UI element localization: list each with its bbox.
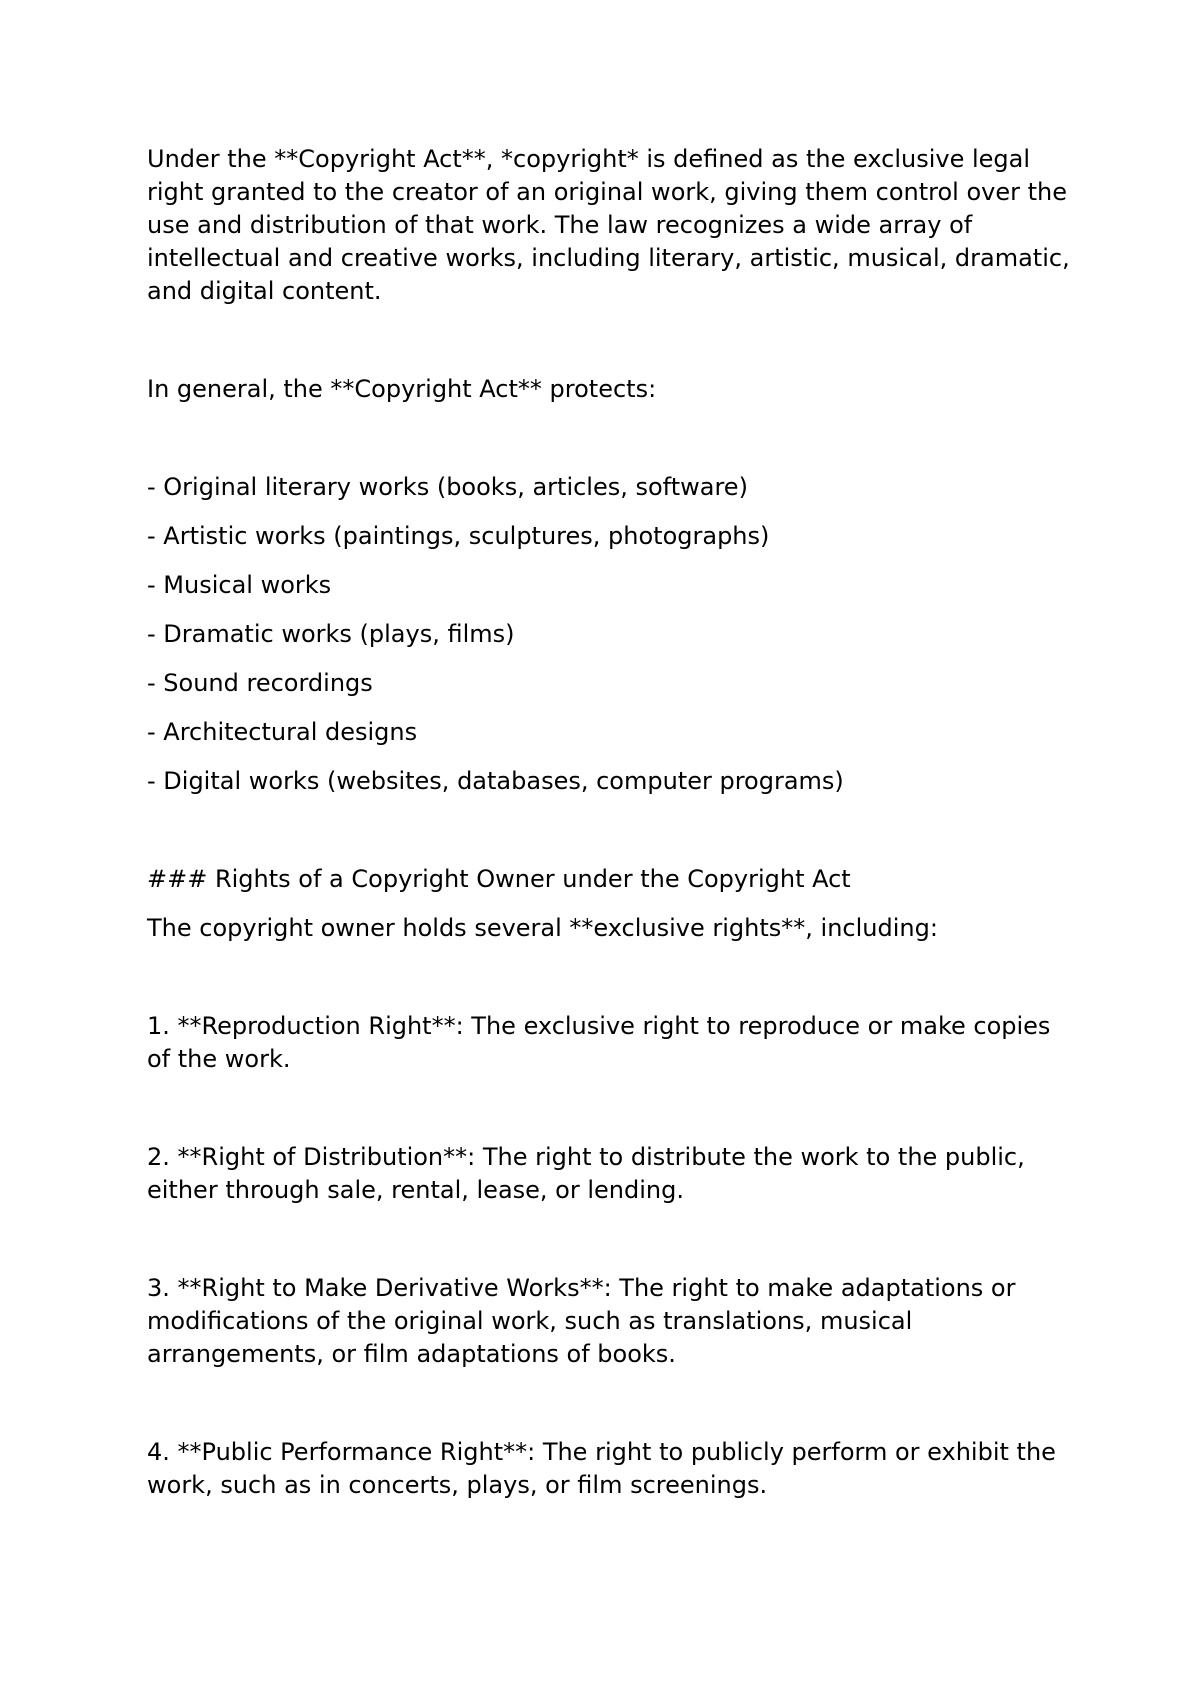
right-item-public-performance: 4. **Public Performance Right**: The right to publicly perform or exhibit the work, such as in concerts, plays, or film screenings. [147, 1438, 1056, 1499]
protected-work-item: - Artistic works (paintings, sculptures, photographs) [147, 522, 770, 550]
rights-intro: The copyright owner holds several **exclusive rights**, including: [147, 914, 938, 942]
protected-work-item: - Sound recordings [147, 669, 373, 697]
intro-paragraph: Under the **Copyright Act**, *copyright* is defined as the exclusive legal right granted to the creator of an original work, giving them control over the use and distribution of that work. The law recognizes a wide array of intellectual and creative works, including literary, artistic, musical, dramatic, and digital content. [147, 145, 1070, 305]
protects-intro: In general, the **Copyright Act** protects: [147, 375, 657, 403]
protected-work-item: - Dramatic works (plays, films) [147, 620, 515, 648]
right-item-reproduction: 1. **Reproduction Right**: The exclusive right to reproduce or make copies of the work. [147, 1012, 1051, 1073]
protected-work-item: - Digital works (websites, databases, computer programs) [147, 767, 844, 795]
right-item-derivative-works: 3. **Right to Make Derivative Works**: The right to make adaptations or modifications of the original work, such as translations, musical arrangements, or film adaptations of books. [147, 1274, 1016, 1368]
right-item-distribution: 2. **Right of Distribution**: The right to distribute the work to the public, either through sale, rental, lease, or lending. [147, 1143, 1025, 1204]
protected-work-item: - Original literary works (books, articles, software) [147, 473, 748, 501]
protected-work-item: - Musical works [147, 571, 332, 599]
protected-work-item: - Architectural designs [147, 718, 418, 746]
rights-heading: ### Rights of a Copyright Owner under the Copyright Act [147, 865, 851, 893]
